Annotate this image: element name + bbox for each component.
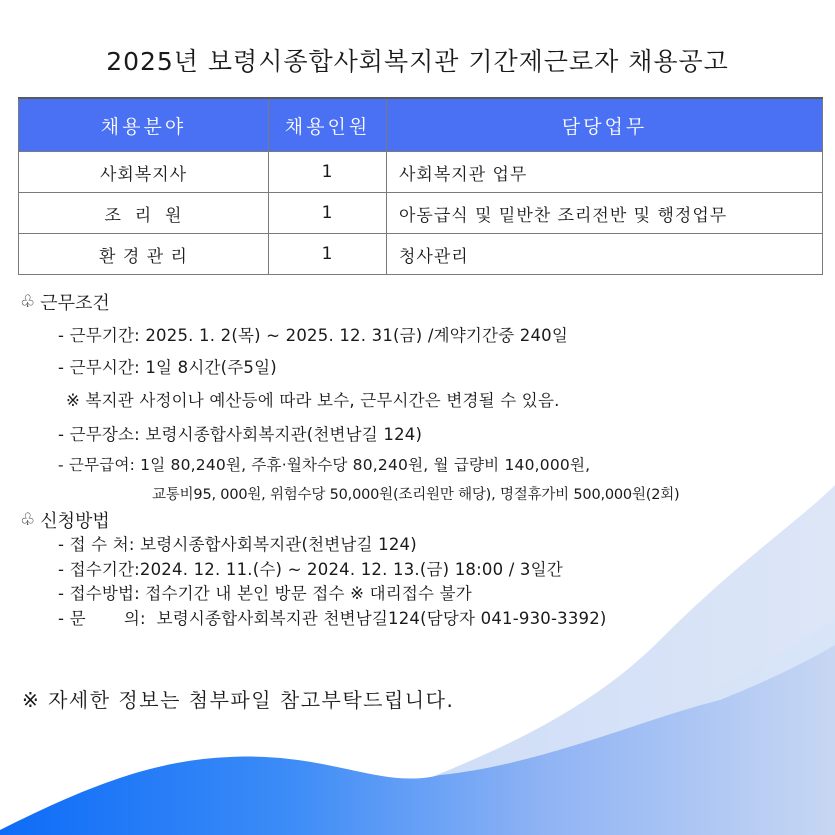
page-title: 2025년 보령시종합사회복지관 기간제근로자 채용공고 [106,47,729,76]
application-inquiry: - 문 의: 보령시종합사회복지관 천변남길124(담당자 041-930-3392) [58,609,607,628]
header-count: 채용인원 [269,98,387,152]
cell-field: 사회복지사 [19,152,269,193]
cell-duty: 아동급식 및 밑반찬 조리전반 및 행정업무 [387,193,823,234]
application-period: - 접수기간:2024. 12. 11.(수) ~ 2024. 12. 13.(금) 18:00 / 3일간 [58,560,563,579]
work-note: ※ 복지관 사정이나 예산등에 따라 보수, 근무시간은 변경될 수 있음. [66,391,560,410]
work-place: - 근무장소: 보령시종합사회복지관(천변남길 124) [58,425,423,444]
work-hours: - 근무시간: 1일 8시간(주5일) [58,358,277,377]
table-header-row [19,98,823,152]
application-place: - 접 수 처: 보령시종합사회복지관(천변남길 124) [58,535,417,554]
cell-count: 1 [269,152,387,193]
table-row [19,234,823,275]
cell-duty: 사회복지관 업무 [387,152,823,193]
club-icon: ♧ [20,292,36,312]
section-heading: 근무조건 [40,293,110,314]
cell-duty: 청사관리 [387,234,823,275]
header-duty: 담당업무 [387,98,823,152]
work-period: - 근무기간: 2025. 1. 2(목) ~ 2025. 12. 31(금) /계약기간중 240일 [58,326,569,345]
table-row [19,193,823,234]
club-icon: ♧ [20,510,36,530]
cell-field: 환 경 관 리 [19,234,269,275]
section-heading: 신청방법 [40,511,110,532]
footer-note: ※ 자세한 정보는 첨부파일 참고부탁드립니다. [22,688,455,712]
recruitment-table [18,97,823,275]
cell-count: 1 [269,234,387,275]
work-pay: - 근무급여: 1일 80,240원, 주휴·월차수당 80,240원, 월 급량비 140,000원, [58,456,591,474]
section-work-conditions [20,289,110,315]
header-field: 채용분야 [19,98,269,152]
cell-count: 1 [269,193,387,234]
cell-field: 조 리 원 [19,193,269,234]
application-method: - 접수방법: 접수기간 내 본인 방문 접수 ※ 대리접수 불가 [58,584,472,603]
table-row [19,152,823,193]
work-pay-continued: 교통비95, 000원, 위험수당 50,000원(조리원만 해당), 명절휴가비 500,000원(2회) [152,487,680,503]
section-application [20,507,110,533]
